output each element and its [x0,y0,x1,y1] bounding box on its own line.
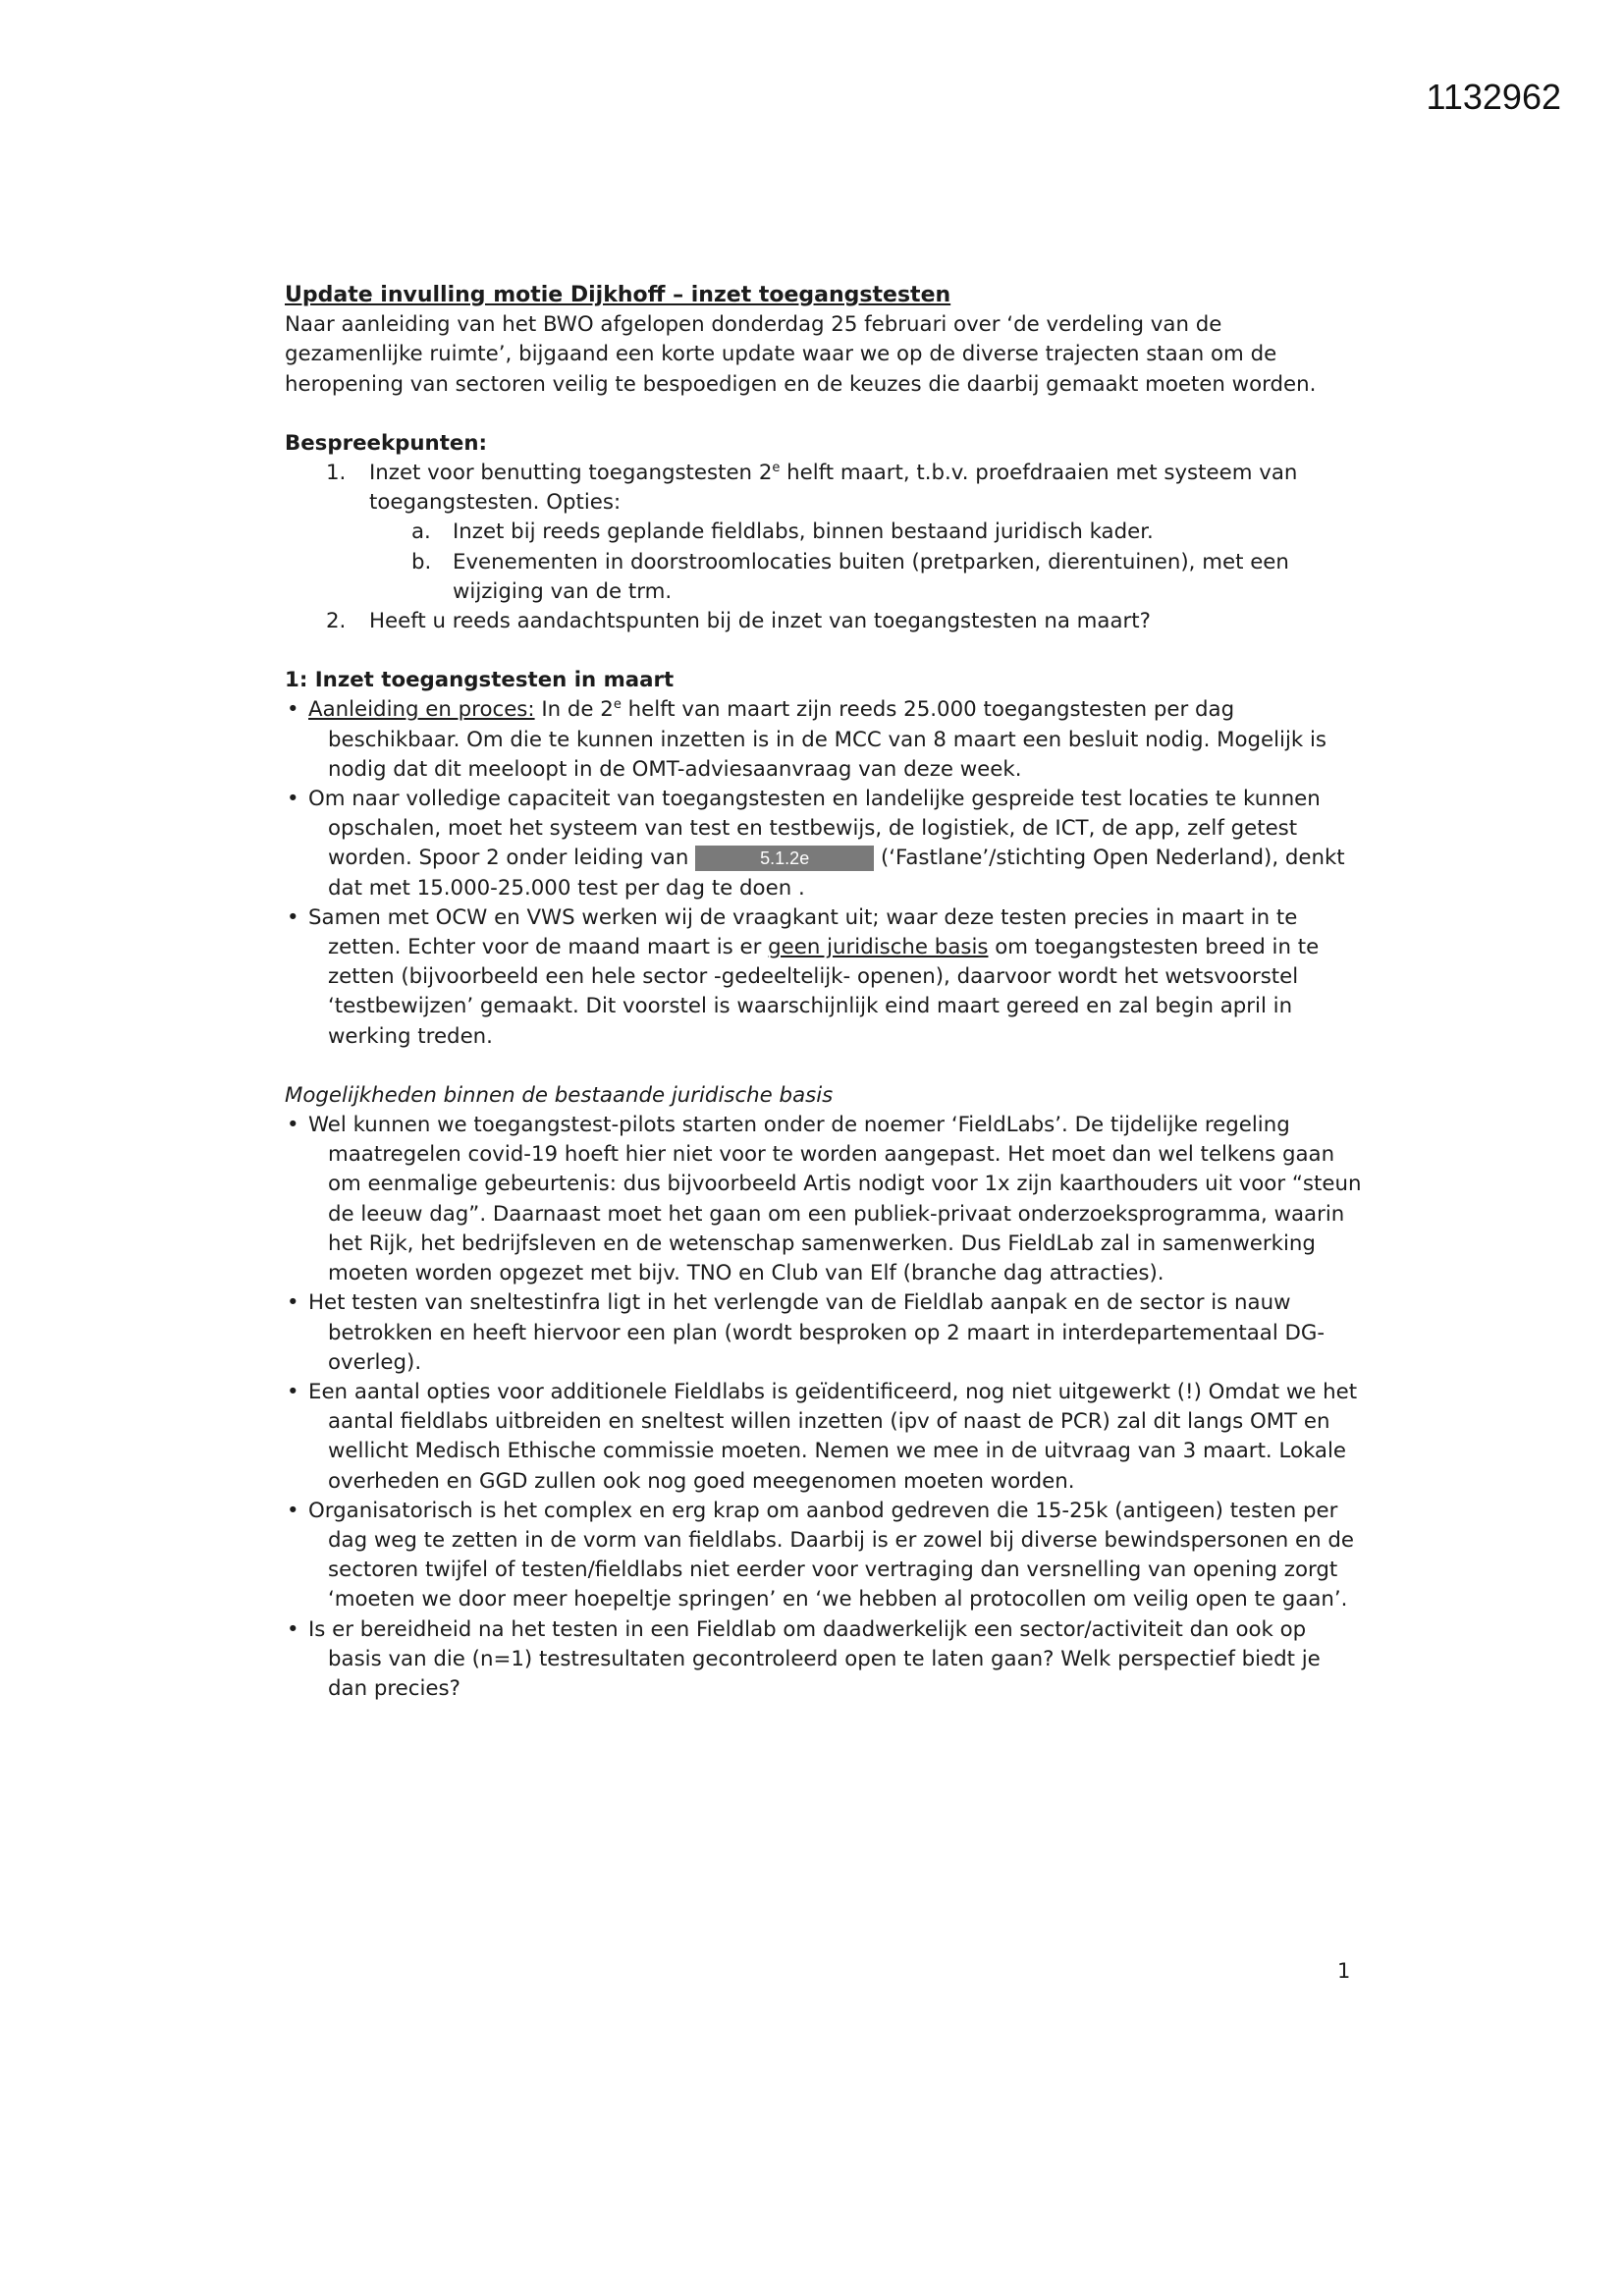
list-number: 2. [326,609,347,634]
bullet: • [287,904,299,930]
list-item [285,1615,1365,1705]
list-item [285,695,1365,785]
bullet: • [287,1290,299,1316]
bullet: • [287,1379,299,1404]
list-text: Een aantal opties voor additionele Fieldlabs is geïdentificeerd, nog niet uitgewerkt (!) Omdat we het aantal fieldlabs uitbreiden en sneltest willen inzetten (ipv of naast de PCR) zal dit langs OMT en wellicht Medisch Ethische commissie moeten. Nemen we mee in de uitvraag van 3 maart. Lokale overheden en GGD zullen ook nog goed meegenomen moeten worden. [308,1379,1358,1494]
document-title: Update invulling motie Dijkhoff – inzet toegangstesten [285,283,951,307]
list-text: Inzet bij reeds geplande fieldlabs, binnen bestaand juridisch kader. [453,519,1154,545]
bespreekpunt-2 [285,607,1365,636]
list-text: Aanleiding en proces: In de 2e helft van maart zijn reeds 25.000 toegangstesten per dag beschikbaar. Om die te kunnen inzetten is in de MCC van 8 maart een besluit nodig. Mogelijk is nodig dat dit meeloopt in de OMT-adviesaanvraag van deze week. [308,697,1327,782]
list-text: Samen met OCW en VWS werken wij de vraagkant uit; waar deze testen precies in maart in te zetten. Echter voor de maand maart is er geen juridische basis om toegangstesten breed in te zetten (bijvoorbeeld een hele sector -gedeeltelijk- openen), daarvoor wordt het wetsvoorstel ‘testbewijzen’ gemaakt. Dit voorstel is waarschijnlijk eind maart gereed en zal begin april in werking treden. [308,904,1320,1049]
bullet: • [287,1616,299,1642]
option-b [285,548,1365,607]
list-text: Wel kunnen we toegangstest-pilots starten onder de noemer ‘FieldLabs’. De tijdelijke regeling maatregelen covid-19 hoeft hier niet voor te worden aangepast. Het moet dan wel telkens gaan om eenmalige gebeurtenis: dus bijvoorbeeld Artis nodigt voor 1x zijn kaarthouders uit voor “steun de leeuw dag”. Daarnaast moet het gaan om een publiek-privaat onderzoeksprogramma, waarin het Rijk, het bedrijfsleven en de wetenschap samenwerken. Dus FieldLab zal in samenwerking moeten worden opgezet met bijv. TNO en Club van Elf (branche dag attracties). [308,1113,1362,1286]
mogelijkheden-heading: Mogelijkheden binnen de bestaande juridische basis [285,1082,834,1108]
bullet: • [287,787,299,812]
intro-paragraph: Naar aanleiding van het BWO afgelopen donderdag 25 februari over ‘de verdeling van de gezamenlijke ruimte’, bijgaand een korte update waar we op de diverse trajecten staan om de heropening van sectoren veilig te bespoedigen en de keuzes die daarbij gemaakt moeten worden. [285,312,1317,397]
list-letter: a. [411,519,431,545]
list-letter: b. [411,549,432,574]
list-item [285,903,1365,1052]
document-body [285,281,1365,1704]
list-text: Inzet voor benutting toegangstesten 2e helft maart, t.b.v. proefdraaien met systeem van toegangstesten. Opties: [369,460,1298,516]
redaction-box: 5.1.2e [695,846,874,871]
list-text: Organisatorisch is het complex en erg krap om aanbod gedreven die 15-25k (antigeen) testen per dag weg te zetten in de vorm van fieldlabs. Daarbij is er zowel bij diverse bewindspersonen en de sectoren twijfel of testen/fieldlabs niet eerder voor vertraging dan versnelling van opening zorgt ‘moeten we door meer hoepeltje springen’ en ‘we hebben al protocollen om veilig open te gaan’. [308,1498,1354,1613]
list-text: Om naar volledige capaciteit van toegangstesten en landelijke gespreide test locaties te kunnen opschalen, moet het systeem van test en testbewijs, de logistiek, de ICT, de app, zelf getest worden. Spoor 2 onder leiding van 5.1.2e (‘Fastlane’/stichting Open Nederland), denkt dat met 15.000-25.000 test per dag te doen . [308,787,1345,901]
bullet: • [287,1113,299,1138]
document-id: 1132962 [1426,77,1561,117]
list-text: Evenementen in doorstroomlocaties buiten (pretparken, dierentuinen), met een wijziging van de trm. [453,549,1289,604]
list-item [285,1378,1365,1497]
list-text: Is er bereidheid na het testen in een Fieldlab om daadwerkelijk een sector/activiteit dan ook op basis van die (n=1) testresultaten gecontroleerd open te laten gaan? Welk perspectief biedt je dan precies? [308,1616,1321,1701]
bullet: • [287,697,299,723]
list-item [285,785,1365,903]
bespreekpunten-heading: Bespreekpunten: [285,430,488,456]
section1-heading: 1: Inzet toegangstesten in maart [285,668,675,693]
option-a [285,518,1365,547]
list-item [285,1288,1365,1378]
bullet: • [287,1498,299,1523]
bespreekpunt-1 [285,459,1365,518]
list-item [285,1497,1365,1615]
list-text: Het testen van sneltestinfra ligt in het verlengde van de Fieldlab aanpak en de sector is nauw betrokken en heeft hiervoor een plan (wordt besproken op 2 maart in interdepartementaal DG-overleg). [308,1290,1326,1375]
list-item [285,1111,1365,1288]
list-number: 1. [326,461,347,486]
page-number: 1 [1337,1959,1351,1983]
list-text: Heeft u reeds aandachtspunten bij de inzet van toegangstesten na maart? [369,609,1151,634]
